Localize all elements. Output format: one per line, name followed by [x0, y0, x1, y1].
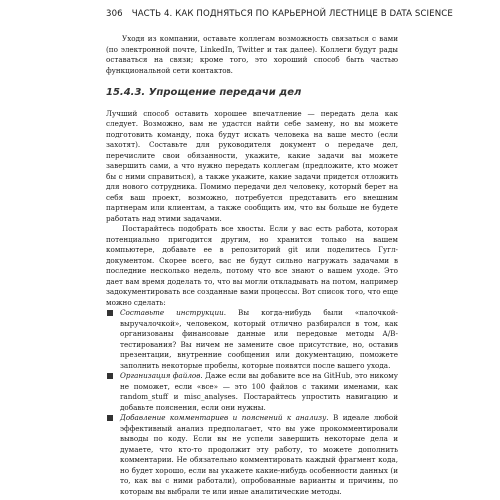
square-bullet-icon — [107, 373, 113, 379]
page-body — [106, 34, 398, 497]
page-number: 306 — [106, 9, 123, 19]
list-item-text: Вы когда-нибудь были «палочкой-выручалочкой», человеком, который отлично разбирался в том, как организованы финансовые данные или передовые методы A/B-тестирования? Вы ничем не замените свое присутствие, но, оставив презентации, внутренние сообщения или документацию, поможете заполнить некоторые пробелы, которые появятся после вашего ухода. — [120, 308, 398, 370]
square-bullet-icon — [107, 310, 113, 316]
section-paragraph-1: Лучший способ оставить хорошее впечатление — передать дела как следует. Возможно, вам не удастся найти себе замену, но вы можете подготовить команду, пока будут искать человека на ваше место (если захотят). Составьте для руководителя документ о передаче дел, перечислите свои обязанности, укажите, какие задачи вы можете завершить сами, а что нужно передать коллегам (предложите, кто может бы с ними справиться), а также укажите, какие задачи придется отложить для нового сотрудника. Помимо передачи дел человеку, который берет на себя ваш проект, возможно, потребуется представить его внешним партнерам или клиентам, а также сообщить им, что вы больше не будете работать над этими задачами. — [106, 108, 398, 223]
list-item-text: В идеале любой эффективный анализ предполагает, что вы уже прокомментировали выводы по коду. Если вы не успели завершить некоторые дела и думаете, что кто-то продолжит эту работу, то можете дополнить комментарии. Не обязательно комментировать каждый фрагмент кода, но будет хорошо, если вы укажете какие-нибудь особенности данных (и то, как вы с ними работали), опробованные варианты и причины, по которым вы выбрали те или иные аналитические методы. — [120, 413, 398, 496]
list-item-lead: Организация файлов. — [120, 371, 203, 380]
square-bullet-icon — [107, 415, 113, 421]
section-paragraph-2: Постарайтесь подобрать все хвосты. Если у вас есть работа, которая потенциально пригодится другим, но хранится только на вашем компьютере, добавьте ее в репозиторий git или поделитесь Гугл-документом. Скорее всего, вас не будут сильно нагружать задачами в последние несколько недель, потому что все знают о вашем уходе. Это дает вам время доделать то, что вы могли откладывать на потом, например задокументировать все созданные вами процессы. Вот список того, что еще можно сделать: — [106, 224, 398, 307]
list-item-text: Даже если вы добавите все на GitHub, это никому не поможет, если «все» — это 100 файлов с такими именами, как random_stuff и misc_analyses. Постарайтесь упростить навигацию и добавьте пояснения, если они нужны. — [120, 371, 398, 412]
list-item — [106, 371, 398, 413]
list-item — [106, 413, 398, 497]
running-title: ЧАСТЬ 4. КАК ПОДНЯТЬСЯ ПО КАРЬЕРНОЙ ЛЕСТНИЦЕ В DATA SCIENCE — [131, 9, 453, 19]
list-item-lead: Добавление комментариев и пояснений к анализу. — [120, 413, 329, 422]
section-title: 15.4.3. Упрощение передачи дел — [106, 87, 302, 98]
intro-paragraph: Уходя из компании, оставьте коллегам возможность связаться с вами (по электронной почте, LinkedIn, Twitter и так далее). Коллеги будут рады оставаться на связи; кроме того, это хороший способ быть частью функциональной сети контактов. — [106, 34, 398, 75]
list-item — [106, 308, 398, 371]
tips-list — [106, 308, 398, 497]
page-header — [106, 9, 453, 19]
list-item-lead: Составьте инструкции. — [120, 308, 226, 317]
